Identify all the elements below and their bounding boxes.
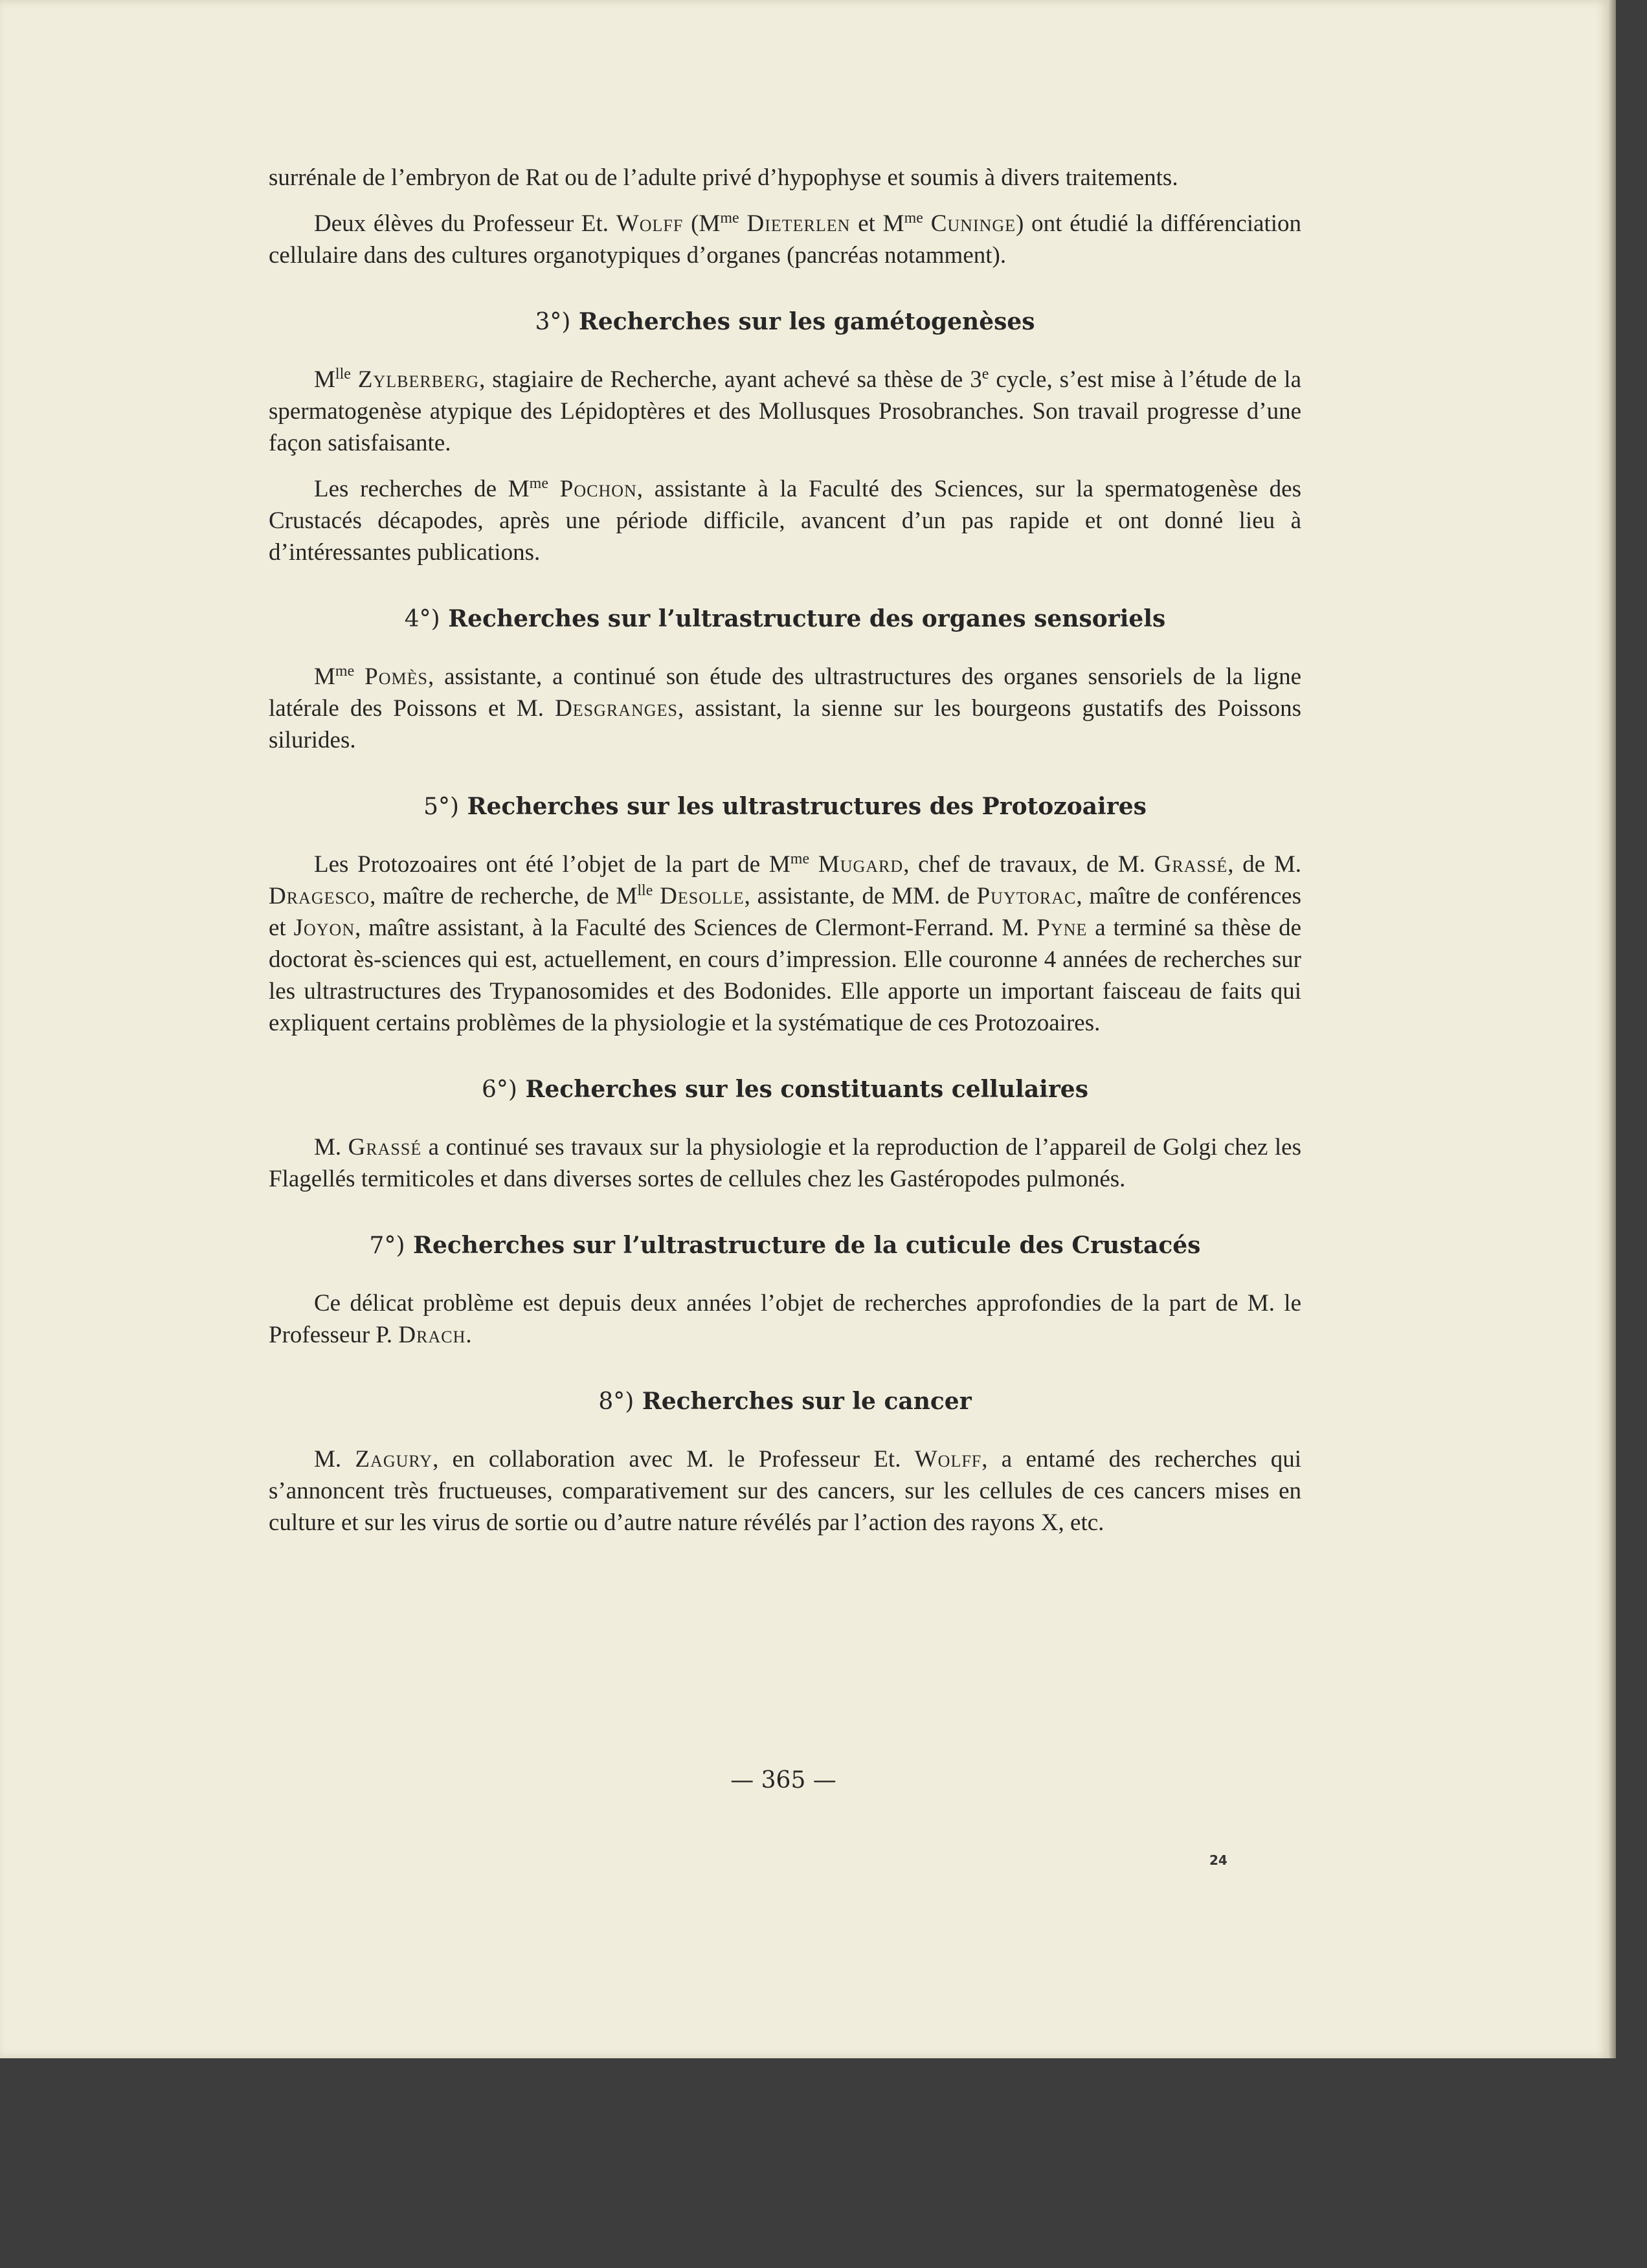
signature-mark: 24	[1209, 1852, 1227, 1868]
text-run: cycle, s’est mise à l’étude de la spermatogenèse atypique des Lépidoptères et des Mollusques Prosobranches. Son travail progresse d’une façon satisfaisante.	[269, 366, 1302, 456]
superscript: me	[335, 663, 355, 680]
text-run	[739, 210, 747, 237]
text-body	[269, 162, 1301, 1553]
section-number: 5°)	[423, 794, 460, 820]
page-number: — 365 —	[730, 1767, 836, 1794]
person-name: Grassé	[1154, 851, 1228, 878]
text-run: .	[465, 1322, 472, 1348]
section-heading-8	[269, 1386, 1301, 1418]
paragraph-cuticule	[269, 1287, 1301, 1351]
text-run: Deux élèves du Professeur Et.	[314, 210, 616, 237]
text-run: a terminé sa thèse de doctorat ès-sciences qui est, actuellement, en cours d’impression. Elle couronne 4 années de recherches sur les ultrastructures des Trypanosomides et des Bodonides. Elle apporte un important faisceau de faits qui expliquent certains problèmes de la physiologie et la systématique de ces Protozoaires.	[269, 915, 1302, 1036]
section-heading-4	[269, 603, 1301, 635]
paragraph-continuation	[269, 162, 1301, 194]
text-run: M	[314, 366, 335, 393]
text-run: a continué ses travaux sur la physiologie et la reproduction de l’appareil de Golgi chez les Flagellés termiticoles et dans diverses sortes de cellules chez les Gastéropodes pulmonés.	[269, 1134, 1301, 1192]
person-name: Dragesco	[269, 883, 370, 909]
person-name: Desgranges	[555, 695, 678, 722]
superscript: lle	[335, 366, 351, 383]
paragraph-cancer	[269, 1443, 1301, 1539]
text-run: , maître de conférences et	[269, 883, 1301, 941]
section-title: Recherches sur l’ultrastructure des organes sensoriels	[440, 605, 1166, 632]
section-title: Recherches sur les constituants cellulaires	[517, 1076, 1088, 1103]
text-run: surrénale de l’embryon de Rat ou de l’adulte privé d’hypophyse et soumis à divers traitements.	[269, 164, 1178, 191]
section-heading-6	[269, 1074, 1301, 1106]
paragraph-pochon	[269, 473, 1301, 568]
paragraph-wolff-students	[269, 208, 1301, 271]
paper-edge	[1608, 0, 1616, 2058]
person-name: Mugard	[818, 851, 904, 878]
text-run	[548, 476, 560, 502]
section-heading-3	[269, 306, 1301, 338]
text-run: Les Protozoaires ont été l’objet de la part de M	[314, 851, 790, 878]
section-number: 6°)	[482, 1076, 517, 1103]
text-run: Les recherches de M	[314, 476, 530, 502]
section-title: Recherches sur l’ultrastructure de la cuticule des Crustacés	[405, 1232, 1201, 1259]
person-name: Desolle	[660, 883, 745, 909]
paragraph-pomes	[269, 661, 1301, 756]
text-run: M.	[314, 1134, 348, 1161]
superscript: lle	[637, 882, 653, 899]
superscript: me	[904, 210, 923, 227]
section-number: 4°)	[404, 606, 440, 632]
superscript: me	[720, 210, 739, 227]
text-run	[351, 366, 358, 393]
person-name: Pyne	[1036, 915, 1088, 941]
text-run: , a entamé des recherches qui s’annoncent très fructueuses, comparativement sur des cancers, sur les cellules de ces cancers mises en culture et sur les virus de sortie ou d’autre nature révélés par l’action des rayons X, etc.	[269, 1446, 1301, 1536]
section-heading-7	[269, 1230, 1301, 1262]
text-run: , maître de recherche, de M	[370, 883, 638, 909]
section-number: 3°)	[535, 309, 571, 335]
text-run: , chef de travaux, de M.	[903, 851, 1154, 878]
text-run: ) ont étudié la différenciation cellulaire dans des cultures organotypiques d’organes (pancréas notamment).	[269, 210, 1302, 269]
paragraph-zylberberg	[269, 364, 1301, 459]
text-run: M	[314, 663, 335, 690]
person-name: Zagury	[355, 1446, 433, 1473]
person-name: Grassé	[348, 1134, 422, 1161]
person-name: Joyon	[293, 915, 355, 941]
section-title: Recherches sur les ultrastructures des Protozoaires	[459, 793, 1147, 820]
section-title: Recherches sur le cancer	[634, 1388, 972, 1415]
superscript: me	[529, 475, 548, 492]
text-run: (M	[683, 210, 721, 237]
text-run: , assistante, a continué son étude des ultrastructures des organes sensoriels de la ligne latérale des Poissons et M.	[269, 663, 1301, 722]
person-name: Wolff	[914, 1446, 982, 1473]
section-number: 7°)	[369, 1232, 405, 1259]
person-name: Pochon	[559, 476, 637, 502]
person-name: Dieterlen	[746, 210, 851, 237]
text-run	[923, 210, 931, 237]
section-number: 8°)	[598, 1388, 634, 1415]
text-run: , en collaboration avec M. le Professeur Et.	[432, 1446, 915, 1473]
superscript: me	[790, 850, 810, 867]
text-run: , assistante à la Faculté des Sciences, sur la spermatogenèse des Crustacés décapodes, après une période difficile, avancent d’un pas rapide et ont donné lieu à d’intéressantes publications.	[269, 476, 1301, 566]
text-run: et M	[850, 210, 904, 237]
person-name: Cuninge	[930, 210, 1016, 237]
text-run: , stagiaire de Recherche, ayant achevé sa thèse de 3	[479, 366, 982, 393]
text-run	[653, 883, 660, 909]
text-run: , assistante, de MM. de	[744, 883, 977, 909]
person-name: Pomès	[364, 663, 428, 690]
text-run: , maître assistant, à la Faculté des Sciences de Clermont-Ferrand. M.	[355, 915, 1037, 941]
person-name: Puytorac	[976, 883, 1077, 909]
text-run: , de M.	[1227, 851, 1302, 878]
section-heading-5	[269, 791, 1301, 823]
paragraph-golgi	[269, 1131, 1301, 1195]
person-name: Wolff	[616, 210, 684, 237]
text-run: , assistant, la sienne sur les bourgeons gustatifs des Poissons silurides.	[269, 695, 1301, 753]
text-run: Ce délicat problème est depuis deux années l’objet de recherches approfondies de la part de M. le Professeur P.	[269, 1290, 1301, 1348]
person-name: Zylberberg	[357, 366, 480, 393]
person-name: Drach	[398, 1322, 466, 1348]
superscript: e	[981, 366, 989, 383]
text-run	[809, 851, 818, 878]
section-title: Recherches sur les gamétogenèses	[570, 308, 1035, 335]
text-run: M.	[314, 1446, 355, 1473]
paragraph-protozoaires	[269, 849, 1301, 1039]
text-run	[354, 663, 364, 690]
